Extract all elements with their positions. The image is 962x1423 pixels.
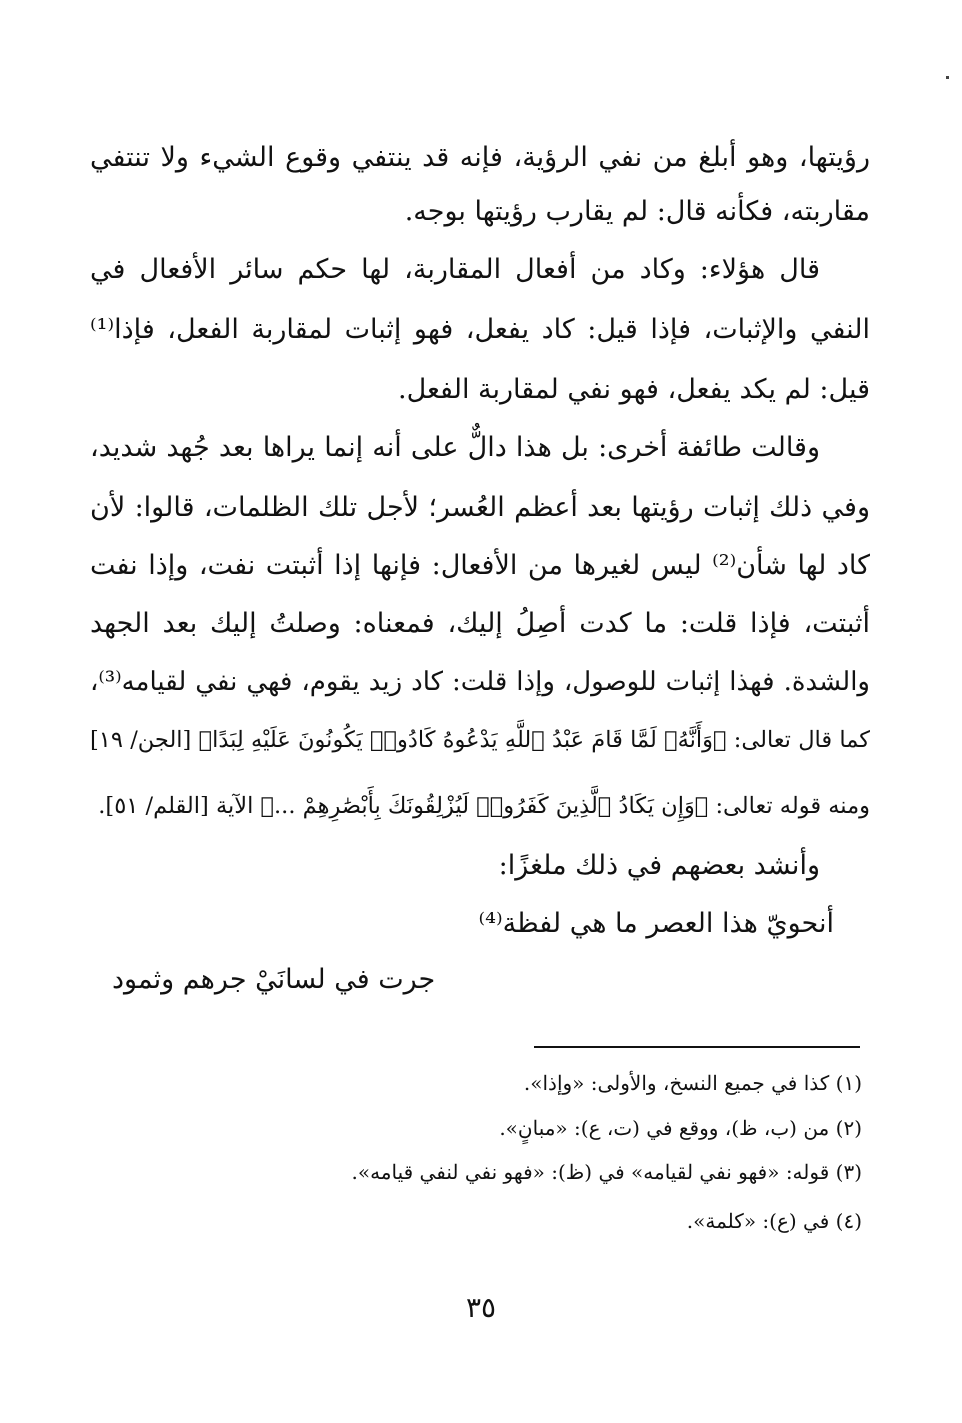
quran-verse-line: ومنه قوله تعالى: ﴿وَإِن يَكَادُ ٱلَّذِينَ كَفَرُوا۟ لَيُزْلِقُونَكَ بِأَبْصَٰرِهِمْ ...﴾ الآية [القلم/ ٥١].	[98, 793, 870, 819]
poem-second-hemistich: جرت في لسانَيْ جرهم وثمود	[112, 964, 436, 995]
text-line: قيل: لم يكد يفعل، فهو نفي لمقاربة الفعل.	[398, 374, 870, 405]
footnote: (٣) قوله: «فهو نفي لقيامه» في (ظ): «فهو نفي لنفي قيامه».	[351, 1160, 862, 1184]
footnote: (١) كذا في جميع النسخ، والأولى: «وإذا».	[523, 1071, 862, 1095]
text-line: قال هؤلاء: وكاد من أفعال المقاربة، لها حكم سائر الأفعال في	[90, 254, 820, 285]
text-line: وأنشد بعضهم في ذلك ملغزًا:	[498, 850, 820, 881]
footnote: (٤) في (ع): «كلمة».	[686, 1209, 862, 1233]
footnote-separator	[534, 1046, 860, 1048]
page-number: ٣٥	[465, 1291, 497, 1324]
text-line: رؤيتها، وهو أبلغ من نفي الرؤية، فإنه قد ينتفي وقوع الشيء ولا تنتفي	[90, 142, 870, 173]
text-line: مقاربته، فكأنه قال: لم يقارب رؤيتها بوجه.	[404, 196, 870, 227]
poem-first-hemistich: أنحويّ هذا العصر ما هي لفظة⁽⁴⁾	[478, 908, 834, 939]
text-line: وقالت طائفة أخرى: بل هذا دالٌّ على أنه إنما يراها بعد جُهد شديد،	[90, 432, 820, 463]
quran-verse-line: كما قال تعالى: ﴿وَأَنَّهُۥ لَمَّا قَامَ عَبْدُ ٱللَّهِ يَدْعُوهُ كَادُوا۟ يَكُونُونَ عَلَيْهِ لِبَدًا﴾ [الجن/ ١٩]	[90, 727, 870, 753]
text-line: والشدة. فهذا إثبات للوصول، وإذا قلت: كاد زيد يقوم، فهي نفي لقيامه⁽³⁾،	[90, 667, 870, 697]
footnote: (٢) من (ب، ظ)، ووقع في (ت، ع): «مبانٍ».	[499, 1116, 862, 1140]
text-line: كاد لها شأن⁽²⁾ ليس لغيرها من الأفعال: فإنها إذا أثبتت نفت، وإذا نفت	[90, 550, 870, 581]
text-line: النفي والإثبات، فإذا قيل: كاد يفعل، فهو إثبات لمقاربة الفعل، فإذا⁽¹⁾	[90, 314, 870, 345]
text-line: أثبتت، فإذا قلت: ما كدت أصِلُ إليك، فمعناه: وصلتُ إليك بعد الجهد	[90, 608, 870, 639]
margin-dot	[946, 76, 949, 79]
text-line: وفي ذلك إثبات رؤيتها بعد أعظم العُسر؛ لأجل تلك الظلمات، قالوا: لأن	[90, 492, 870, 523]
